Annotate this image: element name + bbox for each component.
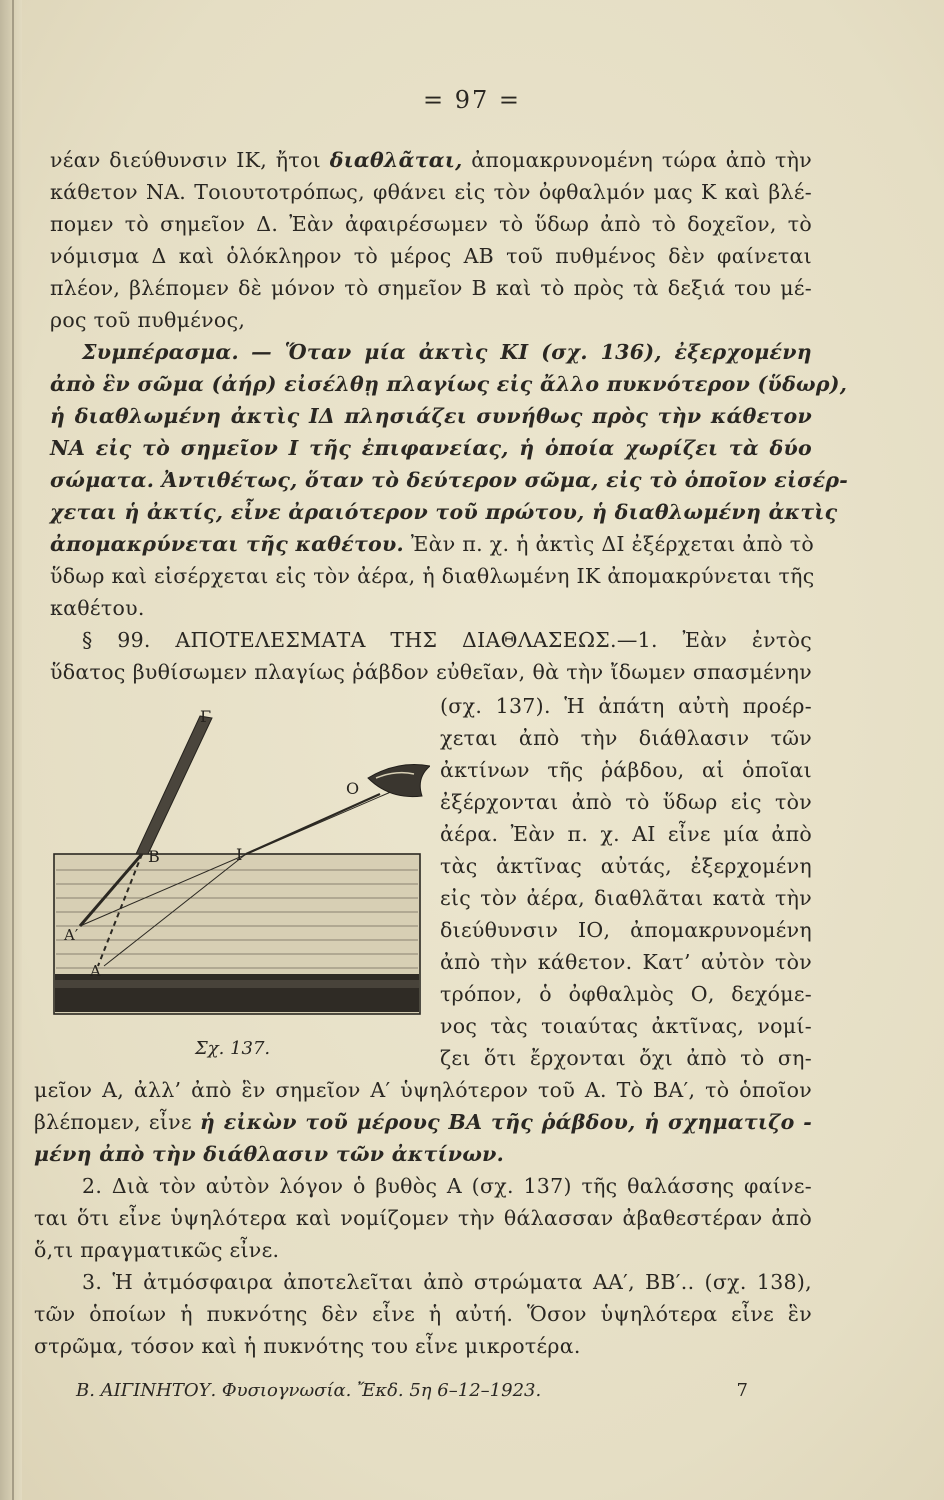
footer-signature-number: 7 — [736, 1380, 748, 1401]
label-i: I — [236, 845, 243, 864]
column-line-1: (σχ. 137). Ἡ ἀπάτη αὐτὴ προέρ- — [440, 694, 812, 718]
column-line-12: ζει ὅτι ἔρχονται ὄχι ἀπὸ τὸ ση- — [440, 1046, 812, 1070]
conclusion-line-7: ἀπομακρύνεται τῆς καθέτου. Ἐὰν π. χ. ἡ ἀκτὶς ΔΙ ἐξέρχεται ἀπὸ τὸ — [50, 532, 815, 556]
page-binding — [0, 0, 22, 1500]
text-line-1: νέαν διεύθυνσιν ΙΚ, ἤτοι διαθλᾶται, ἀπομακρυνομένη τώρα ἀπὸ τὴν — [50, 148, 812, 172]
conclusion-line-6: χεται ἡ ἀκτίς, εἶνε ἀραιότερον τοῦ πρώτου, ἡ διαθλωμένη ἀκτὶς — [50, 500, 838, 524]
text-line-25: τῶν ὁποίων ἡ πυκνότης δὲν εἶνε ἡ αὐτή. Ὅσον ὑψηλότερα εἶνε ἓν — [34, 1302, 812, 1326]
label-a: A — [90, 962, 101, 980]
column-line-11: νος τὰς τοιαύτας ἀκτῖνας, νομί- — [440, 1014, 812, 1038]
text-line-2: κάθετον ΝΑ. Τοιουτοτρόπως, φθάνει εἰς τὸν ὀφθαλμόν μας Κ καὶ βλέ- — [50, 180, 812, 204]
text-line-3: πομεν τὸ σημεῖον Δ. Ἐὰν ἀφαιρέσωμεν τὸ ὕδωρ ἀπὸ τὸ δοχεῖον, τὸ — [50, 212, 812, 236]
column-line-8: διεύθυνσιν ΙΟ, ἀπομακρυνομένη — [440, 918, 812, 942]
text-line-6: ρος τοῦ πυθμένος, — [50, 308, 246, 332]
column-line-6: τὰς ἀκτῖνας αὐτάς, ἐξερχομένη — [440, 854, 812, 878]
text-line-22: ται ὅτι εἶνε ὑψηλότερα καὶ νομίζομεν τὴν θάλασσαν ἀβαθεστέραν ἀπὸ — [34, 1206, 812, 1230]
section-heading: § 99. ΑΠΟΤΕΛΕΣΜΑΤΑ ΤΗΣ ΔΙΑΘΛΑΣΕΩΣ.—1. Ἐὰν ἐντὸς — [82, 628, 812, 652]
label-a-prime: A′ — [64, 926, 79, 944]
conclusion-line-5: σώματα. Ἀντιθέτως, ὅταν τὸ δεύτερον σῶμα, εἰς τὸ ὁποῖον εἰσέρ- — [50, 468, 849, 492]
ray-refracted — [246, 794, 380, 854]
text-line-23: ὅ,τι πραγματικῶς εἶνε. — [34, 1238, 280, 1262]
figure-137 — [50, 704, 430, 1016]
section-number: § 99. — [82, 628, 151, 652]
column-line-2: χεται ἀπὸ τὴν διάθλασιν τῶν — [440, 726, 812, 750]
eye-icon — [368, 765, 430, 797]
text-line-21: 2. Διὰ τὸν αὐτὸν λόγον ὁ βυθὸς Α (σχ. 137) τῆς θαλάσσης φαίνε- — [82, 1174, 812, 1198]
text-line-14: ὕδωρ καὶ εἰσέρχεται εἰς τὸν ἀέρα, ἡ διαθλωμένη ΙΚ ἀπομακρύνεται τῆς — [50, 564, 815, 588]
text-line-5: πλέον, βλέπομεν δὲ μόνον τὸ σημεῖον Β καὶ τὸ πρὸς τὰ δεξιά του μέ- — [50, 276, 812, 300]
column-line-9: ἀπὸ τὴν κάθετον. Κατ’ αὐτὸν τὸν — [440, 950, 812, 974]
column-line-10: τρόπον, ὁ ὀφθαλμὸς Ο, δεχόμε- — [440, 982, 812, 1006]
rod-above-water — [136, 716, 212, 854]
conclusion-line-3: ἡ διαθλωμένη ἀκτὶς ΙΔ πλησιάζει συνήθως πρὸς τὴν κάθετον — [50, 404, 812, 428]
sea-bottom — [55, 974, 419, 1012]
text-line-18: μεῖον Α, ἀλλ’ ἀπὸ ἓν σημεῖον Α′ ὑψηλότερον τοῦ Α. Τὸ ΒΑ′, τὸ ὁποῖον — [34, 1078, 812, 1102]
conclusion-line-4: ΝΑ εἰς τὸ σημεῖον Ι τῆς ἐπιφανείας, ἡ ὁποία χωρίζει τὰ δύο — [50, 436, 812, 460]
column-line-3: ἀκτίνων τῆς ῥάβδου, αἱ ὁποῖαι — [440, 758, 812, 782]
text-line-24: 3. Ἡ ἀτμόσφαιρα ἀποτελεῖται ἀπὸ στρώματα ΑΑ′, ΒΒ′.. (σχ. 138), — [82, 1270, 812, 1294]
text-line-26: στρῶμα, τόσον καὶ ἡ πυκνότης του εἶνε μικροτέρα. — [34, 1334, 581, 1358]
column-line-5: ἀέρα. Ἐὰν π. χ. ΑΙ εἶνε μία ἀπὸ — [440, 822, 812, 846]
figure-caption: Σχ. 137. — [195, 1038, 271, 1059]
text-line-20: μένη ἀπὸ τὴν διάθλασιν τῶν ἀκτίνων. — [34, 1142, 505, 1166]
label-o: O — [346, 779, 360, 798]
text-line-19: βλέπομεν, εἶνε ἡ εἰκὼν τοῦ μέρους ΒΑ τῆς ῥάβδου, ἡ σχηματιζο - — [34, 1110, 812, 1134]
conclusion-line-2: ἀπὸ ἓν σῶμα (ἀήρ) εἰσέλθῃ πλαγίως εἰς ἄλλο πυκνότερον (ὕδωρ), — [50, 372, 848, 396]
footer-citation: Β. ΑΙΓΙΝΗΤΟΥ. Φυσιογνωσία. Ἔκδ. 5η 6–12–1923. — [76, 1380, 542, 1401]
text-line-4: νόμισμα Δ καὶ ὁλόκληρον τὸ μέρος ΑΒ τοῦ πυθμένος δὲν φαίνεται — [50, 244, 812, 268]
text-line-15: καθέτου. — [50, 596, 145, 620]
label-b: B — [148, 847, 160, 866]
column-line-4: ἐξέρχονται ἀπὸ τὸ ὕδωρ εἰς τὸν — [440, 790, 812, 814]
column-line-7: εἰς τὸν ἀέρα, διαθλᾶται κατὰ τὴν — [440, 886, 812, 910]
conclusion-line-1: Συμπέρασμα. — Ὅταν μία ἀκτὶς ΚΙ (σχ. 136), ἐξερχομένη — [82, 340, 812, 364]
label-g: Γ — [200, 707, 212, 726]
text-line-17: ὕδατος βυθίσωμεν πλαγίως ῥάβδον εὐθεῖαν, θὰ τὴν ἴδωμεν σπασμένην — [50, 660, 812, 684]
page-number: = 97 = — [422, 86, 521, 114]
